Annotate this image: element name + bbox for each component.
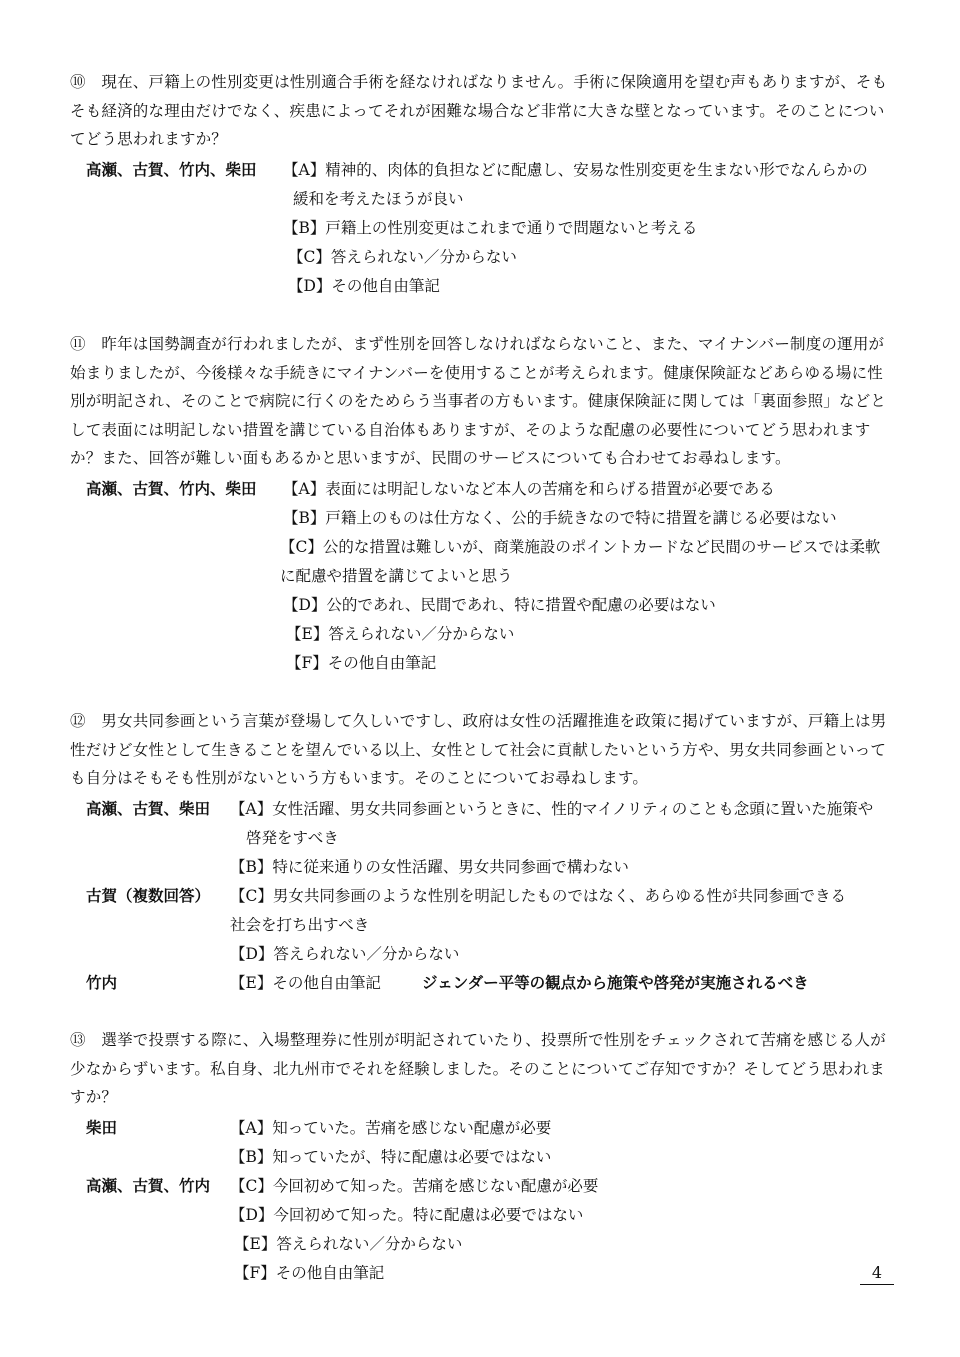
q11-option-a: 【A】表面には明記しないなど本人の苦痛を和らげる措置が必要である [283, 480, 775, 498]
q11-option-c-line1: 【C】公的な措置は難しいが、商業施設のポイントカードなど民間のサービスでは柔軟 [280, 538, 881, 556]
q12-option-c-line2: 社会を打ち出すべき [230, 916, 370, 934]
q11-option-b: 【B】戸籍上のものは仕方なく、公的手続きなので特に措置を講じる必要はない [283, 509, 837, 527]
page-number: 4 [860, 1262, 894, 1285]
q13-option-c: 【C】今回初めて知った。苦痛を感じない配慮が必要 [230, 1177, 599, 1195]
question-11-text: ⑪ 昨年は国勢調査が行われましたが、まず性別を回答しなければならないこと、また、マイナンバー制度の運用が始まりましたが、今後様々な手続きにマイナンバーを使用することが考えられます。健康保険証などあらゆる場に性別が明記され、そのことで病院に行くのをためらう当事者の方もいます。健康保険証に関しては「裏面参照」などとして表面には明記しない措置を講じている自治体もありますが、そのような配慮の必要性についてどう思われますか？また、回答が難しい面もあるかと思いますが、民間のサービスについても合わせてお尋ねします。 [70, 335, 887, 467]
q13-option-d: 【D】今回初めて知った。特に配慮は必要ではない [230, 1206, 584, 1224]
q13-option-a: 【A】知っていた。苦痛を感じない配慮が必要 [230, 1119, 552, 1137]
q10-option-a-line1: 【A】精神的、肉体的負担などに配慮し、安易な性別変更を生まない形でなんらかの [283, 161, 868, 179]
question-10-text: ⑩ 現在、戸籍上の性別変更は性別適合手術を経なければなりません。手術に保険適用を望む声もありますが、そもそも経済的な理由だけでなく、疾患によってそれが困難な場合など非常に大きな壁となっています。そのことについてどう思われますか？ [70, 73, 888, 148]
q12-option-d: 【D】答えられない／分からない [230, 945, 460, 963]
q12-respondents-a: 高瀬、古賀、柴田 [86, 799, 211, 818]
question-12-text: ⑫ 男女共同参画という言葉が登場して久しいですし、政府は女性の活躍推進を政策に掲げていますが、戸籍上は男性だけど女性として生きることを望んでいる以上、女性として社会に貢献したいという方や、男女共同参画といっても自分はそもそも性別がないという方もいます。そのことについてお尋ねします。 [70, 712, 887, 787]
q13-option-f: 【F】その他自由筆記 [234, 1264, 385, 1282]
q12-free-answer-e: ジェンダー平等の観点から施策や啓発が実施されるべき [422, 973, 809, 992]
q10-option-b: 【B】戸籍上の性別変更はこれまで通りで問題ないと考える [283, 219, 698, 237]
q13-option-e: 【E】答えられない／分からない [234, 1235, 463, 1253]
q12-respondents-e: 竹内 [86, 973, 118, 992]
q12-option-a-line1: 【A】女性活躍、男女共同参画というときに、性的マイノリティのことも念頭に置いた施策や [230, 800, 874, 818]
question-13-text: ⑬ 選挙で投票する際に、入場整理券に性別が明記されていたり、投票所で性別をチェックされて苦痛を感じる人が少なからずいます。私自身、北九州市でそれを経験しました。そのことについてご存知ですか？そしてどう思われますか？ [70, 1031, 886, 1106]
q10-option-a-line2: 緩和を考えたほうが良い [293, 190, 464, 208]
q13-respondents-c: 高瀬、古賀、竹内 [86, 1176, 211, 1195]
q12-respondents-c: 古賀（複数回答） [86, 886, 211, 905]
q10-option-c: 【C】答えられない／分からない [288, 248, 517, 266]
q12-option-c-line1: 【C】男女共同参画のような性別を明記したものではなく、あらゆる性が共同参画できる [230, 887, 847, 905]
q12-option-e: 【E】その他自由筆記 [230, 974, 381, 992]
q10-option-d: 【D】その他自由筆記 [288, 277, 440, 295]
q13-respondents-a: 柴田 [86, 1118, 118, 1137]
q10-respondents-a: 高瀬、古賀、竹内、柴田 [86, 160, 257, 179]
q12-option-b: 【B】特に従来通りの女性活躍、男女共同参画で構わない [230, 858, 629, 876]
q13-option-b: 【B】知っていたが、特に配慮は必要ではない [230, 1148, 552, 1166]
q12-option-a-line2: 啓発をすべき [246, 829, 339, 847]
q11-respondents-a: 高瀬、古賀、竹内、柴田 [86, 479, 257, 498]
q11-option-f: 【F】その他自由筆記 [286, 654, 437, 672]
q11-option-c-line2: に配慮や措置を講じてよいと思う [280, 567, 513, 585]
q11-option-e: 【E】答えられない／分からない [286, 625, 515, 643]
q11-option-d: 【D】公的であれ、民間であれ、特に措置や配慮の必要はない [283, 596, 716, 614]
